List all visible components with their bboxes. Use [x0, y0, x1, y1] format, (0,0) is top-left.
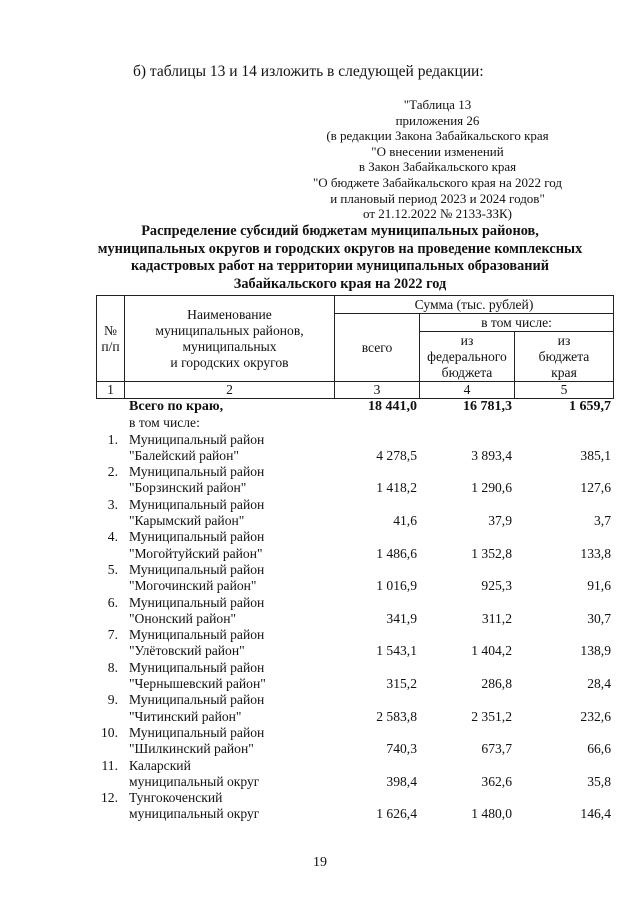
total-sum: 18 441,0 [368, 399, 417, 414]
row-number: 3. [107, 496, 118, 512]
table-row [96, 790, 613, 806]
page-number: 19 [313, 855, 327, 870]
table-header [96, 295, 614, 399]
row-number: 6. [107, 594, 118, 610]
table-row [96, 562, 613, 578]
row-federal: 286,8 [481, 676, 512, 692]
epigraph-line: "О внесении изменений [371, 143, 504, 159]
title-line: кадастровых работ на территории муниципальных образований [131, 258, 549, 274]
table-epigraph [300, 97, 575, 222]
document-title [80, 223, 600, 293]
table-row [96, 497, 613, 513]
row-number: 8. [107, 659, 118, 675]
epigraph-line: приложения 26 [395, 112, 480, 128]
row-name-line1: Муниципальный район [129, 496, 265, 512]
col-number: 2 [125, 382, 335, 399]
row-total: 2 583,8 [376, 708, 417, 724]
total-label: Всего по краю, [129, 399, 224, 414]
epigraph-line: (в редакции Закона Забайкальского края [326, 128, 549, 144]
row-name-line2: "Могочинский район" [129, 578, 257, 594]
row-name-line2: "Могойтуйский район" [129, 545, 263, 561]
header-name-cell: Наименование муниципальных районов, муниципальных и городских округов [125, 296, 335, 382]
table-row [96, 676, 613, 692]
row-federal: 1 404,2 [471, 643, 512, 659]
row-total: 740,3 [386, 741, 417, 757]
row-name-line2: "Борзинский район" [129, 480, 247, 496]
row-name-line2: "Улётовский район" [129, 643, 245, 659]
table-row [96, 546, 613, 562]
row-federal: 1 352,8 [471, 545, 512, 561]
col-number: 4 [420, 382, 515, 399]
table-row [96, 741, 613, 757]
row-name-line1: Муниципальный район [129, 594, 265, 610]
table-row [96, 595, 613, 611]
table-row [96, 660, 613, 676]
row-name-line1: Каларский [129, 757, 191, 773]
row-regional: 66,6 [587, 741, 611, 757]
including-label: в том числе: [129, 415, 200, 431]
col-number: 1 [97, 382, 125, 399]
row-number: 12. [101, 790, 118, 806]
epigraph-line: "О бюджете Забайкальского края на 2022 год [312, 174, 563, 190]
row-name-line2: муниципальный округ [129, 806, 260, 822]
row-name-line2: "Чернышевский район" [129, 676, 266, 692]
header-regional-cell: из бюджета края [515, 332, 614, 382]
row-regional: 133,8 [580, 545, 611, 561]
row-number: 1. [107, 431, 118, 447]
row-federal: 37,9 [488, 513, 512, 529]
table-row [96, 529, 613, 545]
row-total: 41,6 [393, 513, 417, 529]
row-regional: 138,9 [580, 643, 611, 659]
total-federal: 16 781,3 [463, 399, 512, 414]
row-federal: 3 893,4 [471, 447, 512, 463]
intro-text: б) таблицы 13 и 14 изложить в следующей редакции: [133, 63, 484, 80]
including-row [96, 415, 613, 431]
row-regional: 30,7 [587, 610, 611, 626]
row-number: 2. [107, 464, 118, 480]
row-number: 9. [107, 692, 118, 708]
row-regional: 3,7 [594, 513, 611, 529]
table-row [96, 627, 613, 643]
header-total-cell: всего [335, 314, 420, 382]
row-name-line1: Муниципальный район [129, 627, 265, 643]
row-name-line1: Тунгокоченский [129, 790, 223, 806]
row-number: 7. [107, 627, 118, 643]
row-federal: 1 290,6 [471, 480, 512, 496]
row-name-line1: Муниципальный район [129, 659, 265, 675]
epigraph-line: от 21.12.2022 № 2133-ЗЗК) [362, 206, 513, 222]
header-sum-cell: Сумма (тыс. рублей) [335, 296, 614, 314]
col-number: 3 [335, 382, 420, 399]
row-name-line1: Муниципальный район [129, 529, 265, 545]
title-line: муниципальных округов и городских округов на проведение комплексных [97, 240, 583, 257]
total-regional: 1 659,7 [569, 399, 611, 414]
row-name-line2: "Шилкинский район" [129, 741, 254, 757]
title-line: Распределение субсидий бюджетам муниципальных районов, [141, 223, 539, 239]
row-name-line1: Муниципальный район [129, 561, 265, 577]
header-federal-cell: из федерального бюджета [420, 332, 515, 382]
row-name-line2: "Карымский район" [129, 513, 245, 529]
row-regional: 385,1 [580, 447, 611, 463]
table-row [96, 725, 613, 741]
table-row [96, 513, 613, 529]
epigraph-line: и плановый период 2023 и 2024 годов" [330, 190, 545, 206]
row-federal: 1 480,0 [471, 806, 512, 822]
table-row [96, 774, 613, 790]
table-row [96, 480, 613, 496]
row-regional: 127,6 [580, 480, 611, 496]
row-federal: 311,2 [481, 610, 512, 626]
row-total: 4 278,5 [376, 447, 417, 463]
total-row [96, 399, 613, 415]
column-number-row [97, 382, 614, 399]
row-federal: 925,3 [481, 578, 512, 594]
row-number: 11. [101, 757, 118, 773]
row-name-line1: Муниципальный район [129, 464, 265, 480]
row-total: 341,9 [386, 610, 417, 626]
table-row [96, 643, 613, 659]
row-federal: 673,7 [481, 741, 512, 757]
row-total: 398,4 [386, 773, 417, 789]
row-name-line1: Муниципальный район [129, 724, 265, 740]
row-number: 10. [101, 724, 118, 740]
row-name-line2: "Балейский район" [129, 447, 239, 463]
col-number: 5 [515, 382, 614, 399]
row-regional: 91,6 [587, 578, 611, 594]
row-name-line2: "Ононский район" [129, 610, 237, 626]
row-total: 1 626,4 [376, 806, 417, 822]
table-row [96, 464, 613, 480]
row-total: 1 486,6 [376, 545, 417, 561]
row-number: 5. [107, 561, 118, 577]
epigraph-line: "Таблица 13 [403, 97, 472, 112]
data-table [96, 399, 613, 823]
table-row [96, 806, 613, 822]
table-row [96, 432, 613, 448]
row-regional: 35,8 [587, 773, 611, 789]
title-line: Забайкальского края на 2022 год [233, 275, 447, 292]
row-regional: 146,4 [580, 806, 611, 822]
table-row [96, 448, 613, 464]
row-federal: 362,6 [481, 773, 512, 789]
row-name-line2: муниципальный округ [129, 773, 260, 789]
header-num-cell: № п/п [97, 296, 125, 382]
row-name-line1: Муниципальный район [129, 692, 265, 708]
row-federal: 2 351,2 [471, 708, 512, 724]
row-total: 1 543,1 [376, 643, 417, 659]
table-row [96, 611, 613, 627]
table-row [96, 758, 613, 774]
header-including-cell: в том числе: [420, 314, 614, 332]
row-regional: 232,6 [580, 708, 611, 724]
table-row [96, 578, 613, 594]
row-regional: 28,4 [587, 676, 611, 692]
row-total: 1 418,2 [376, 480, 417, 496]
row-total: 315,2 [386, 676, 417, 692]
table-row [96, 692, 613, 708]
table-row [96, 709, 613, 725]
epigraph-line: в Закон Забайкальского края [358, 159, 517, 175]
row-name-line1: Муниципальный район [129, 431, 265, 447]
row-number: 4. [107, 529, 118, 545]
row-name-line2: "Читинский район" [129, 708, 242, 724]
row-total: 1 016,9 [376, 578, 417, 594]
